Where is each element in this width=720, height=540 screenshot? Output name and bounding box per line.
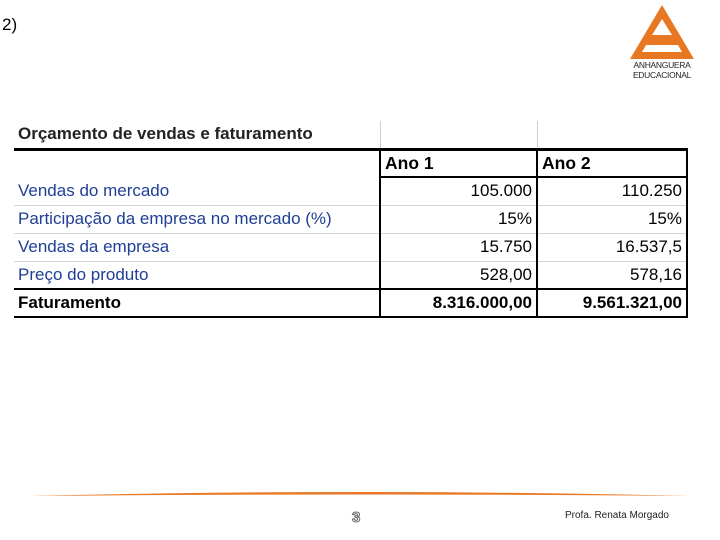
header-row [14, 149, 687, 177]
page-number: 3 [352, 509, 361, 526]
total-ano1: 8.316.000,00 [380, 289, 537, 317]
cell-ano2: 16.537,5 [537, 233, 687, 261]
spreadsheet-table [14, 121, 690, 325]
cell-ano2: 110.250 [537, 177, 687, 205]
triangle-logo-icon [630, 5, 694, 61]
cell-ano1: 15% [380, 205, 537, 233]
anhanguera-logo [626, 5, 698, 83]
table-row [14, 177, 687, 205]
row-label: Participação da empresa no mercado (%) [14, 205, 380, 233]
logo-line1: ANHANGUERA [633, 60, 691, 70]
cell-ano1: 528,00 [380, 261, 537, 289]
title-row [14, 121, 687, 149]
cell-ano2: 578,16 [537, 261, 687, 289]
total-row [14, 289, 687, 317]
blank-cell [14, 149, 380, 177]
budget-table [14, 121, 688, 318]
cell-ano2: 15% [537, 205, 687, 233]
footer-author: Profa. Renata Morgado [565, 510, 669, 521]
row-label: Vendas da empresa [14, 233, 380, 261]
slide-label: 2) [2, 15, 18, 34]
row-label: Vendas do mercado [14, 177, 380, 205]
table-title: Orçamento de vendas e faturamento [14, 121, 380, 149]
table-row [14, 205, 687, 233]
blank-cell [380, 121, 537, 149]
decorative-orange-line [30, 490, 690, 498]
header-ano1: Ano 1 [380, 149, 537, 177]
cell-ano1: 105.000 [380, 177, 537, 205]
table-row [14, 233, 687, 261]
table-row [14, 261, 687, 289]
total-label: Faturamento [14, 289, 380, 317]
logo-line2: EDUCACIONAL [632, 70, 692, 80]
cell-ano1: 15.750 [380, 233, 537, 261]
header-ano2: Ano 2 [537, 149, 687, 177]
blank-cell [537, 121, 687, 149]
total-ano2: 9.561.321,00 [537, 289, 687, 317]
row-label: Preço do produto [14, 261, 380, 289]
